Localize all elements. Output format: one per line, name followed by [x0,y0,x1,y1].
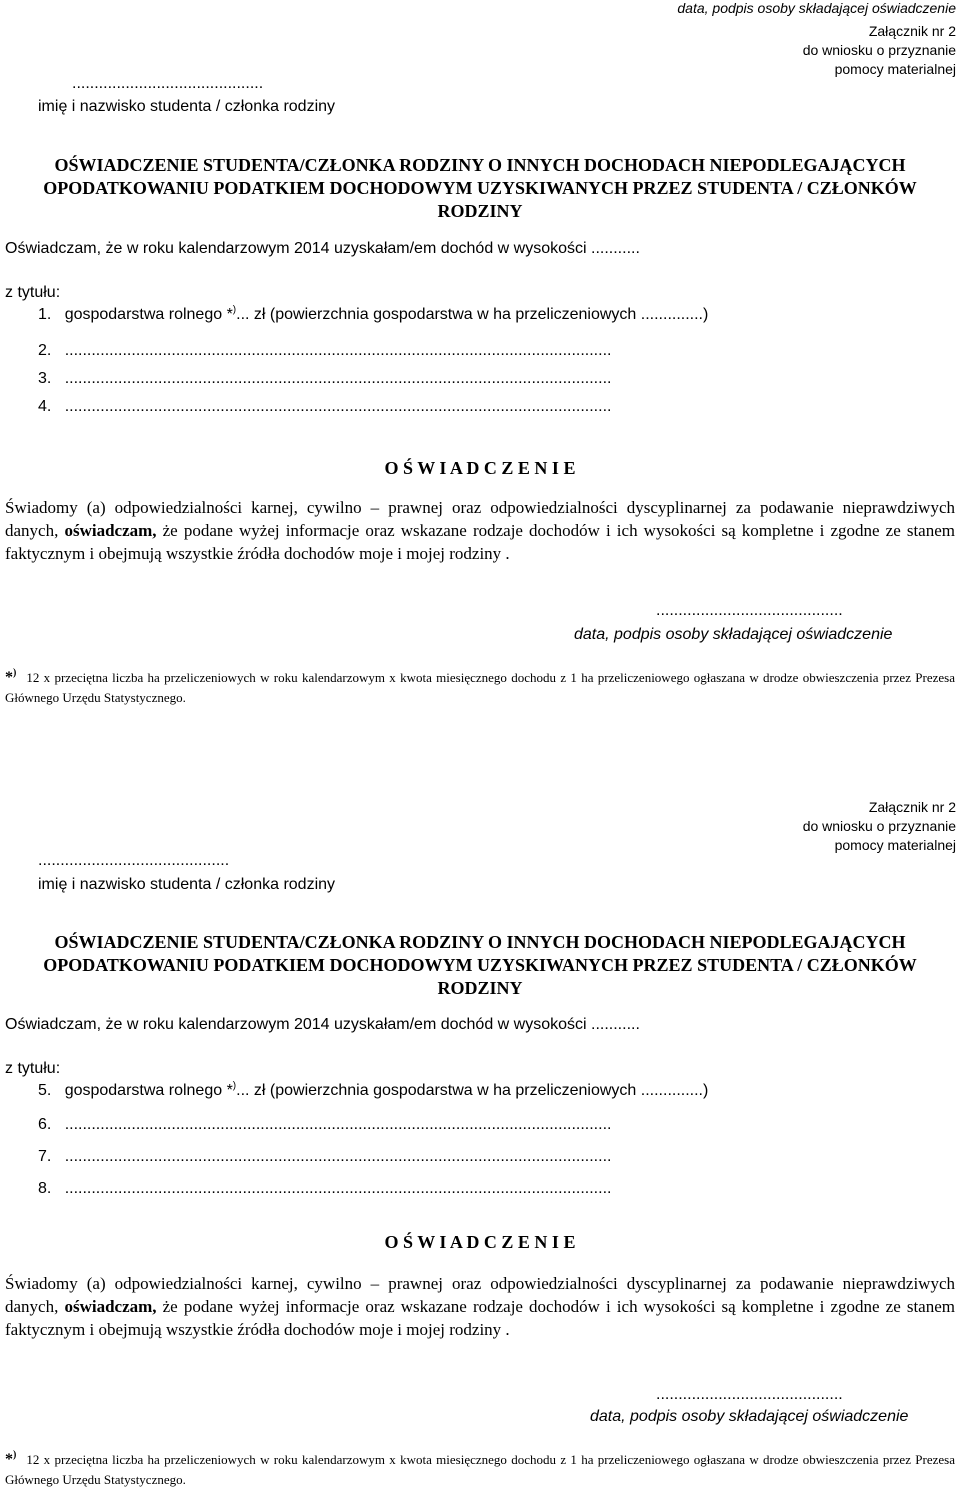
name-label: imię i nazwisko studenta / członka rodziny [38,876,336,893]
z-tytulu-label: z tytułu: [5,1060,61,1077]
list-item [38,306,708,324]
signature-dots: .......................................... [656,1386,843,1403]
name-dots: ........................................... [72,75,264,92]
list-item [38,1180,611,1198]
list-item [38,342,611,360]
footnote-text: 12 x przeciętna liczba ha przeliczeniowych w roku kalendarzowym x kwota miesięcznego dochodu z 1 ha przeliczeniowego ogłaszana w drodze obwieszczenia przez Prezesa Głównego Urzędu Statystycznego. [5,1452,955,1487]
annex-line: Załącznik nr 2 [868,23,956,39]
signature-label: data, podpis osoby składającej oświadczenie [590,1408,909,1425]
footnote-ref: ) [232,1080,237,1092]
name-dots: ........................................... [38,852,230,869]
declaration-heading: O Ś W I A D C Z E N I E [384,1232,576,1252]
item-rest: ... zł (powierzchnia gospodarstwa w ha przeliczeniowych ..............) [236,306,709,323]
declaration-text: że podane wyżej informacje oraz wskazane rodzaje dochodów i ich wysokości są kompletne i zgodne ze stanem faktycznym i obejmują wszystkie źródła dochodów moje i mojej rodziny . [5,1297,956,1339]
list-item [38,1116,611,1134]
name-label: imię i nazwisko studenta / członka rodziny [38,98,336,115]
declaration-text: że podane wyżej informacje oraz wskazane rodzaje dochodów i ich wysokości są kompletne i zgodne ze stanem faktycznym i obejmują wszystkie źródła dochodów moje i mojej rodziny . [5,521,956,563]
declaration-heading: O Ś W I A D C Z E N I E [384,458,576,478]
annex-line: Załącznik nr 2 [868,799,956,815]
top-signature-label: data, podpis osoby składającej oświadczenie [677,0,956,16]
declaration-bold: oświadczam, [64,1297,157,1316]
item-number: 4. [38,398,52,415]
form-title: OŚWIADCZENIE STUDENTA/CZŁONKA RODZINY O INNYCH DOCHODACH NIEPODLEGAJĄCYCH OPODATKOWANIU PODATKIEM DOCHODOWYM UZYSKIWANYCH PRZEZ STUDENTA / CZŁONKÓW RODZINY [43,932,917,998]
footnote-text: 12 x przeciętna liczba ha przeliczeniowych w roku kalendarzowym x kwota miesięcznego dochodu z 1 ha przeliczeniowego ogłaszana w drodze obwieszczenia przez Prezesa Głównego Urzędu Statystycznego. [5,670,955,705]
item-number: 5. [38,1082,52,1099]
list-item [38,1082,708,1100]
item-text: gospodarstwa rolnego * [64,306,233,323]
item-number: 2. [38,342,52,359]
item-number: 6. [38,1116,52,1133]
footnote-mark: *) [5,667,17,686]
item-dots: ........................................................................................................................... [64,1148,612,1165]
annex-line: pomocy materialnej [834,61,956,77]
list-item [38,398,611,416]
footnote-ref: ) [232,304,237,316]
z-tytulu-label: z tytułu: [5,284,61,301]
declaration-bold: oświadczam, [64,521,157,540]
footnote [5,1450,955,1490]
item-dots: ........................................................................................................................... [64,1116,612,1133]
annex-block [803,22,956,79]
declaration-text: Świadomy (a) odpowiedzialności karnej, cywilno – prawnej oraz odpowiedzialności dyscyplinarnej za podawanie nieprawdziwych danych, [5,1274,955,1316]
item-text: gospodarstwa rolnego * [64,1082,233,1099]
item-number: 3. [38,370,52,387]
declaration-paragraph [5,496,955,565]
annex-line: pomocy materialnej [834,837,956,853]
annex-line: do wniosku o przyznanie [802,818,956,834]
list-item [38,1148,611,1166]
item-rest: ... zł (powierzchnia gospodarstwa w ha przeliczeniowych ..............) [236,1082,709,1099]
list-item [38,370,611,388]
footnote-mark: *) [5,1449,17,1468]
signature-label: data, podpis osoby składającej oświadczenie [574,626,893,643]
footnote [5,668,955,708]
item-number: 7. [38,1148,52,1165]
income-statement: Oświadczam, że w roku kalendarzowym 2014 uzyskałam/em dochód w wysokości ........... [5,1016,640,1033]
item-dots: ........................................................................................................................... [64,1180,612,1197]
item-dots: ........................................................................................................................... [64,342,612,359]
annex-block [803,798,956,855]
signature-dots: .......................................... [656,602,843,619]
item-dots: ........................................................................................................................... [64,398,612,415]
item-number: 1. [38,306,52,323]
item-dots: ........................................................................................................................... [64,370,612,387]
declaration-paragraph [5,1272,955,1341]
form-title: OŚWIADCZENIE STUDENTA/CZŁONKA RODZINY O INNYCH DOCHODACH NIEPODLEGAJĄCYCH OPODATKOWANIU PODATKIEM DOCHODOWYM UZYSKIWANYCH PRZEZ STUDENTA / CZŁONKÓW RODZINY [43,155,917,221]
item-number: 8. [38,1180,52,1197]
income-statement: Oświadczam, że w roku kalendarzowym 2014 uzyskałam/em dochód w wysokości ........... [5,240,640,257]
declaration-text: Świadomy (a) odpowiedzialności karnej, cywilno – prawnej oraz odpowiedzialności dyscyplinarnej za podawanie nieprawdziwych danych, [5,498,955,540]
annex-line: do wniosku o przyznanie [802,42,956,58]
